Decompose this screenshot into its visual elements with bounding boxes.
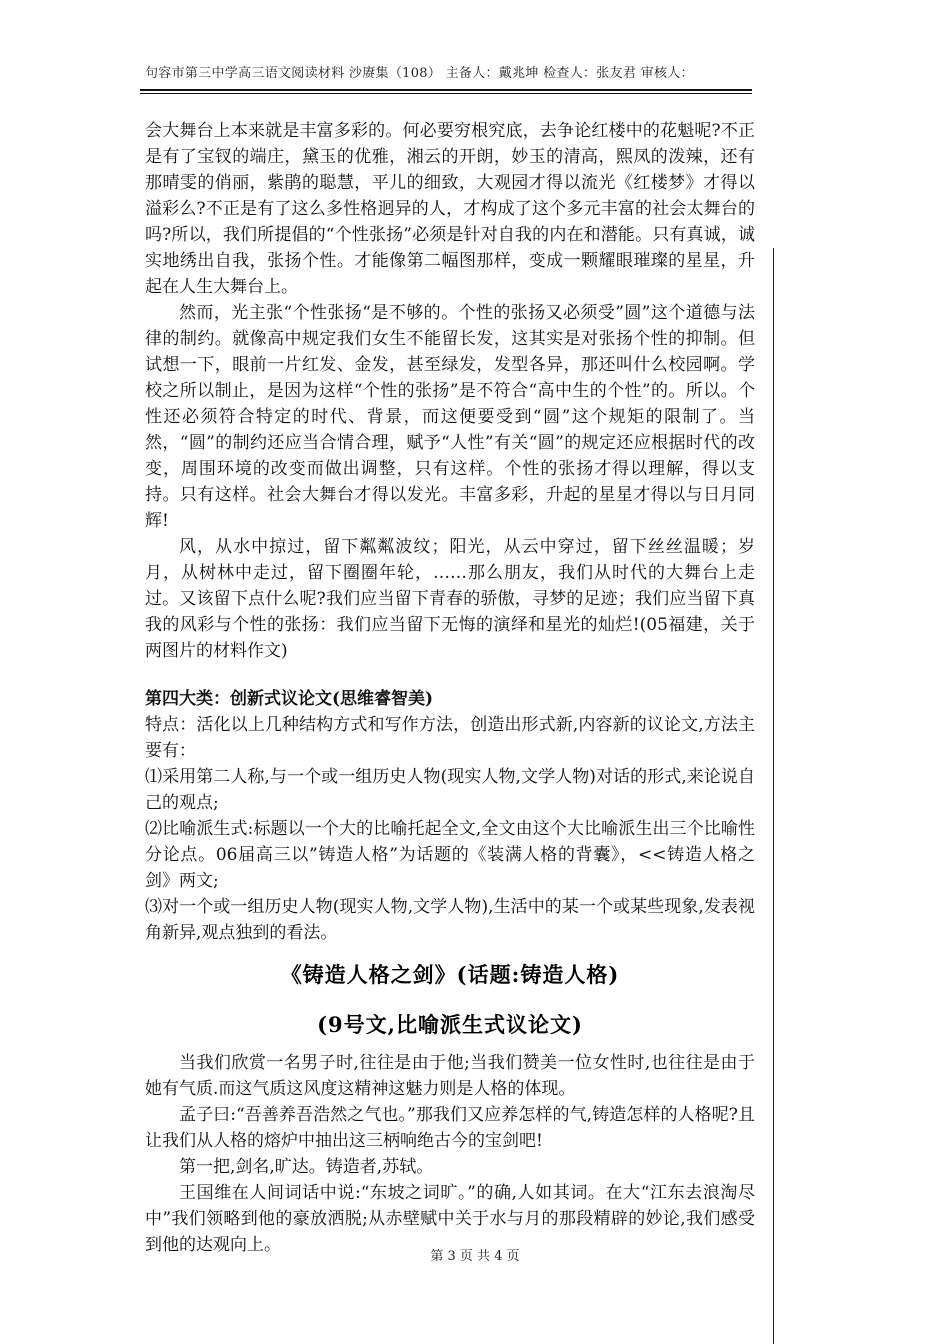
essay-subtitle: (9号文,比喻派生式议论文) <box>317 1012 583 1037</box>
section-heading: 第四大类：创新式议论文(思维睿智美) <box>145 689 434 709</box>
essay-paragraph: 第一把,剑名,旷达。铸造者,苏轼。 <box>179 1157 434 1177</box>
essay-paragraph: 当我们欣赏一名男子时,往往是由于他;当我们赞美一位女性时,也往往是由于她有气质.而这气质这风度这精神这魅力则是人格的体现。 <box>145 1053 755 1099</box>
page-header: 句容市第三中学高三语文阅读材料 沙赓集（108） 主备人：戴兆坤 检查人：张友君 审核人： <box>145 66 694 81</box>
paragraph: 风，从水中掠过，留下粼粼波纹；阳光，从云中穿过，留下丝丝温暖；岁月，从树林中走过，留下圈圈年轮，……那么朋友，我们从时代的大舞台上走过。又该留下点什么呢?我们应当留下青春的骄傲，寻梦的足迹；我们应当留下真我的风彩与个性的张扬：我们应当留下无悔的演绎和星光的灿烂!(05福建，关于两图片的材料作文) <box>145 537 755 661</box>
page-number: 第 3 页 共 4 页 <box>430 1249 520 1264</box>
paragraph: 然而，光主张“个性张扬“是不够的。个性的张扬又必须受”圆”这个道德与法律的制约。就像高中规定我们女生不能留长发，这其实是对张扬个性的抑制。但试想一下，眼前一片红发、金发，甚至绿发，发型各异，那还叫什么校园啊。学校之所以制止，是因为这样“个性的张扬”是不符合“高中生的个性”的。所以。个性还必须符合特定的时代、背景，而这便要受到“圆”这个规矩的限制了。当然，“圆”的制约还应当合情合理，赋予“人性”有关“圆”的规定还应根据时代的改变，周围环境的改变而做出调整，只有这样。个性的张扬才得以理解，得以支持。只有这样。社会大舞台才得以发光。丰富多彩，升起的星星才得以与日月同辉! <box>145 303 755 531</box>
essay-title: 《铸造人格之剑》(话题:铸造人格) <box>280 962 620 987</box>
paragraph-continuation: 会大舞台上本来就是丰富多彩的。何必要穷根究底，去争论红楼中的花魁呢?不正是有了宝钗的端庄，黛玉的优雅，湘云的开朗，妙玉的清高，熙凤的泼辣，还有那晴雯的俏丽，紫鹃的聪慧，平儿的细致，大观园才得以流光《红楼梦》才得以溢彩么?不正是有了这么多性格迥异的人，才构成了这个多元丰富的社会太舞台的吗?所以，我们所提倡的“个性张扬”必须是针对自我的内在和潜能。只有真诚，诚实地绣出自我，张扬个性。才能像第二幅图那样，变成一颗耀眼璀璨的星星，升起在人生大舞台上。 <box>145 121 755 297</box>
list-item: ⑴采用第二人称,与一个或一组历史人物(现实人物,文学人物)对话的形式,来论说自己的观点; <box>145 767 755 813</box>
essay-paragraph: 孟子曰:“吾善养吾浩然之气也。”那我们又应养怎样的气,铸造怎样的人格呢?且让我们从人格的熔炉中抽出这三柄响绝古今的宝剑吧! <box>145 1105 755 1151</box>
spacer <box>145 664 755 686</box>
essay-paragraph: 王国维在人间词话中说:“东坡之词旷。”的确,人如其词。在大“江东去浪淘尽中”我们领略到他的豪放洒脱;从赤壁赋中关于水与月的那段精辟的妙论,我们感受到他的达观向上。 <box>145 1183 755 1255</box>
list-item: ⑵比喻派生式:标题以一个大的比喻托起全文,全文由这个大比喻派生出三个比喻性分论点。06届高三以”铸造人格”为话题的《装满人格的背囊》，<<铸造人格之剑》两文; <box>145 819 755 891</box>
document-body <box>145 118 755 1258</box>
margin-rule <box>773 248 774 1344</box>
header-rule <box>140 89 752 91</box>
header-rule-thin <box>140 93 752 94</box>
section-intro: 特点：活化以上几种结构方式和写作方法，创造出形式新,内容新的议论文,方法主要有： <box>145 715 755 761</box>
list-item: ⑶对一个或一组历史人物(现实人物,文学人物),生活中的某一个或某些现象,发表视角新异,观点独到的看法。 <box>145 897 755 943</box>
